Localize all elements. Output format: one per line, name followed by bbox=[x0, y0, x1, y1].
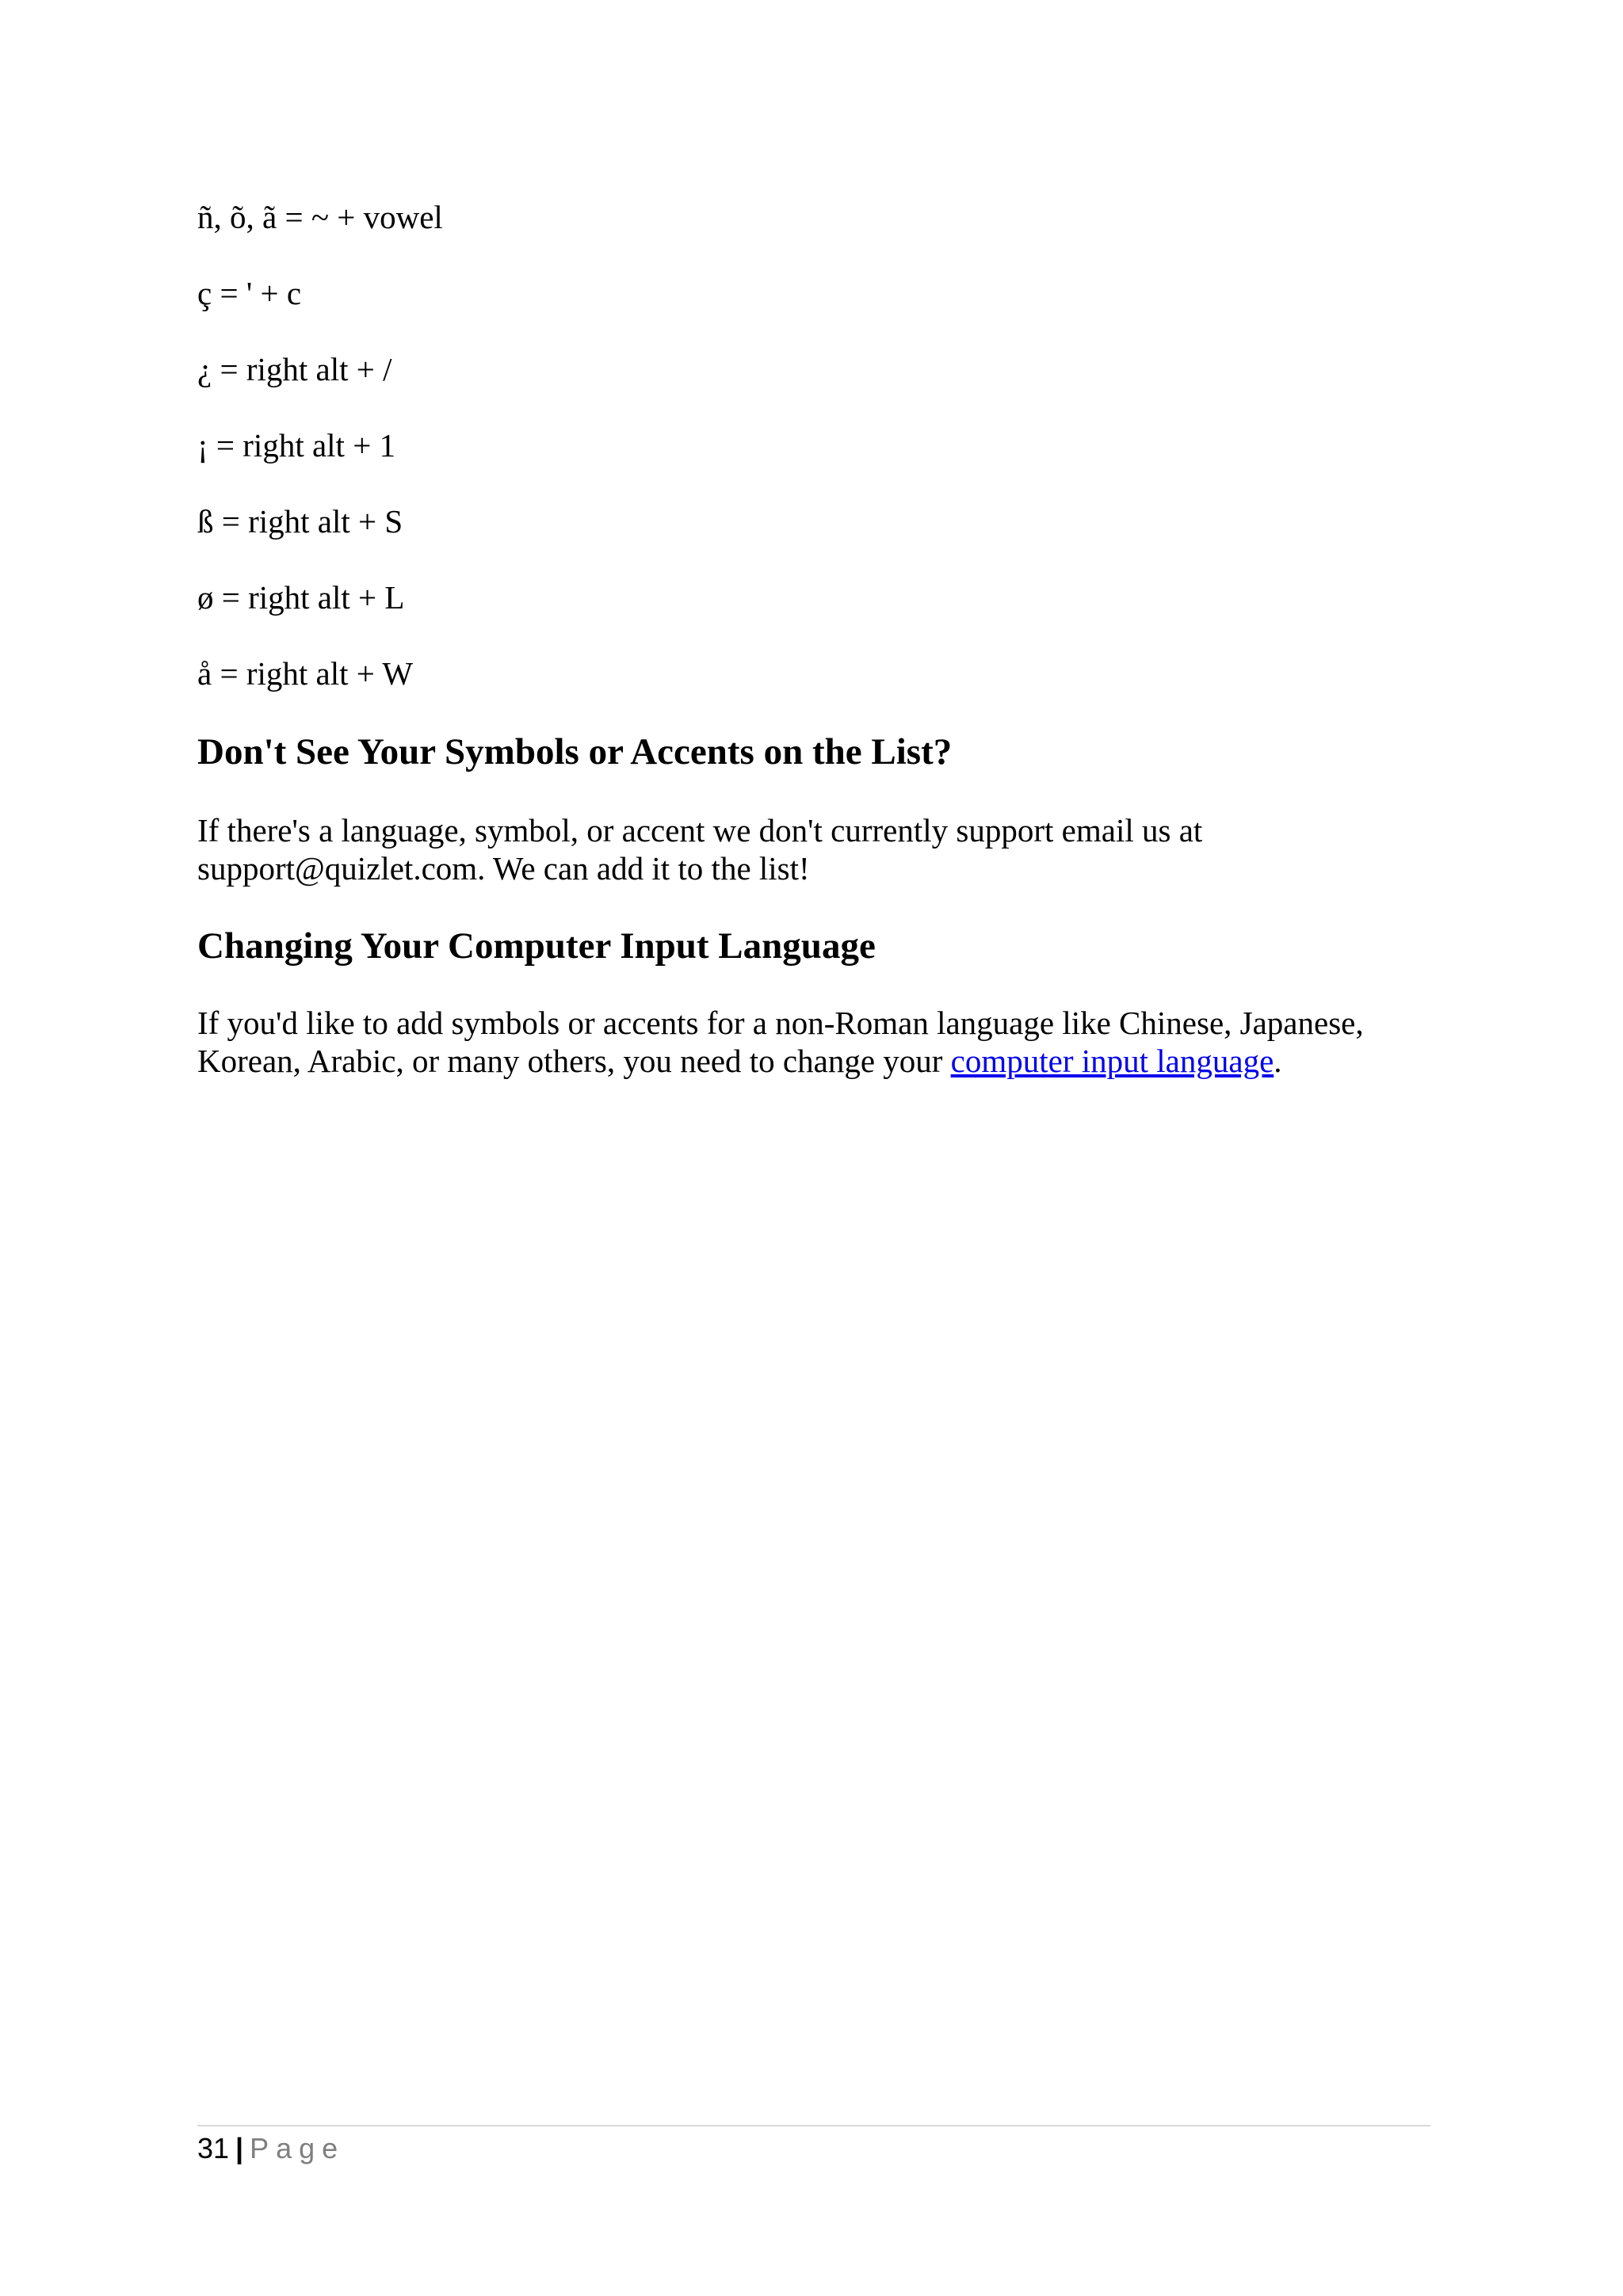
footer-separator: | bbox=[235, 2132, 244, 2164]
shortcut-line: ¿ = right alt + / bbox=[197, 351, 392, 387]
paragraph-text: If you'd like to add symbols or accents for a non-Roman language like Chinese, Japanese, Korean, Arabic, or many others, you need to change your bbox=[197, 1005, 1364, 1079]
section-paragraph: If there's a language, symbol, or accent we don't currently support email us at support@quizlet.com. We can add it to the list! bbox=[197, 812, 1203, 887]
page-footer bbox=[197, 2131, 345, 2166]
section-heading: Don't See Your Symbols or Accents on the List? bbox=[197, 731, 953, 772]
page-label: Page bbox=[250, 2132, 346, 2164]
section-heading: Changing Your Computer Input Language bbox=[197, 925, 876, 967]
shortcut-line: ¡ = right alt + 1 bbox=[197, 427, 396, 463]
section-paragraph bbox=[197, 1004, 1434, 1080]
shortcut-line: å = right alt + W bbox=[197, 655, 414, 692]
page-number: 31 bbox=[197, 2132, 230, 2164]
footer-divider bbox=[197, 2125, 1430, 2126]
shortcut-line: ø = right alt + L bbox=[197, 579, 405, 616]
shortcut-line: ß = right alt + S bbox=[197, 503, 403, 540]
shortcut-line: ç = ' + c bbox=[197, 275, 302, 311]
shortcut-line: ñ, õ, ã = ~ + vowel bbox=[197, 199, 443, 235]
paragraph-text: . bbox=[1274, 1043, 1282, 1079]
computer-input-language-link[interactable]: computer input language bbox=[950, 1043, 1274, 1079]
